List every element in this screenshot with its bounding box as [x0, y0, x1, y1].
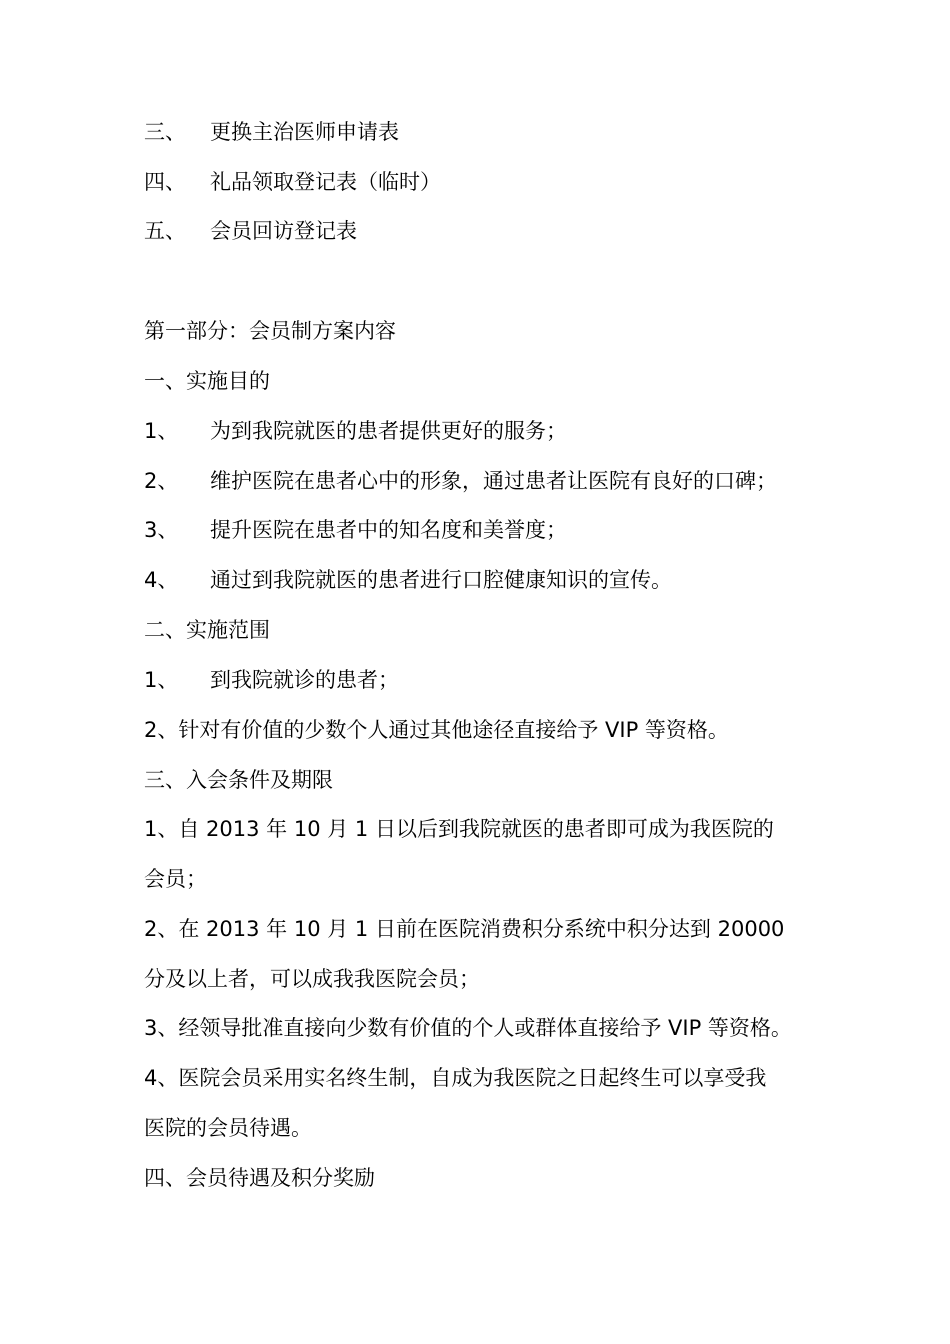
condition-item-2-line-2: 分及以上者，可以成我我医院会员； [144, 967, 480, 991]
condition-item-1-line-1: 1、自 2013 年 10 月 1 日以后到我院就医的患者即可成为我医院的 [144, 817, 774, 841]
purpose-item [144, 516, 844, 544]
list-text: 到我院就诊的患者； [210, 668, 399, 692]
condition-item-3: 3、经领导批准直接向少数有价值的个人或群体直接给予 VIP 等资格。 [144, 1016, 792, 1040]
list-number: 三、 [144, 120, 186, 144]
list-text: 礼品领取登记表（临时） [210, 170, 441, 194]
condition-item-4-line-1: 4、医院会员采用实名终生制，自成为我医院之日起终生可以享受我 [144, 1066, 767, 1090]
purpose-item [144, 467, 844, 495]
list-number: 3、 [144, 518, 179, 542]
form-list-item [144, 217, 844, 245]
list-number: 4、 [144, 568, 179, 592]
form-list-item [144, 118, 844, 146]
form-list-item [144, 168, 844, 196]
list-text: 更换主治医师申请表 [210, 120, 399, 144]
condition-item-4-line-2: 医院的会员待遇。 [144, 1116, 312, 1140]
part-heading: 第一部分：会员制方案内容 [144, 319, 396, 343]
condition-item-2-line-1: 2、在 2013 年 10 月 1 日前在医院消费积分系统中积分达到 20000 [144, 917, 785, 941]
section-title-scope: 二、实施范围 [144, 618, 270, 642]
list-text: 会员回访登记表 [210, 219, 357, 243]
condition-item-1-line-2: 会员； [144, 867, 207, 891]
section-title-benefits: 四、会员待遇及积分奖励 [144, 1166, 375, 1190]
list-number: 2、 [144, 469, 179, 493]
list-number: 四、 [144, 170, 186, 194]
purpose-item [144, 417, 844, 445]
list-number: 1、 [144, 419, 179, 443]
list-text: 提升医院在患者中的知名度和美誉度； [210, 518, 567, 542]
purpose-item [144, 566, 844, 594]
list-number: 1、 [144, 668, 179, 692]
section-title-conditions: 三、入会条件及期限 [144, 768, 333, 792]
section-title-purpose: 一、实施目的 [144, 369, 270, 393]
list-text: 为到我院就医的患者提供更好的服务； [210, 419, 567, 443]
list-number: 五、 [144, 219, 186, 243]
list-text: 通过到我院就医的患者进行口腔健康知识的宣传。 [210, 568, 672, 592]
scope-item [144, 666, 844, 694]
list-text: 维护医院在患者心中的形象，通过患者让医院有良好的口碑； [210, 469, 777, 493]
scope-item: 2、针对有价值的少数个人通过其他途径直接给予 VIP 等资格。 [144, 718, 729, 742]
